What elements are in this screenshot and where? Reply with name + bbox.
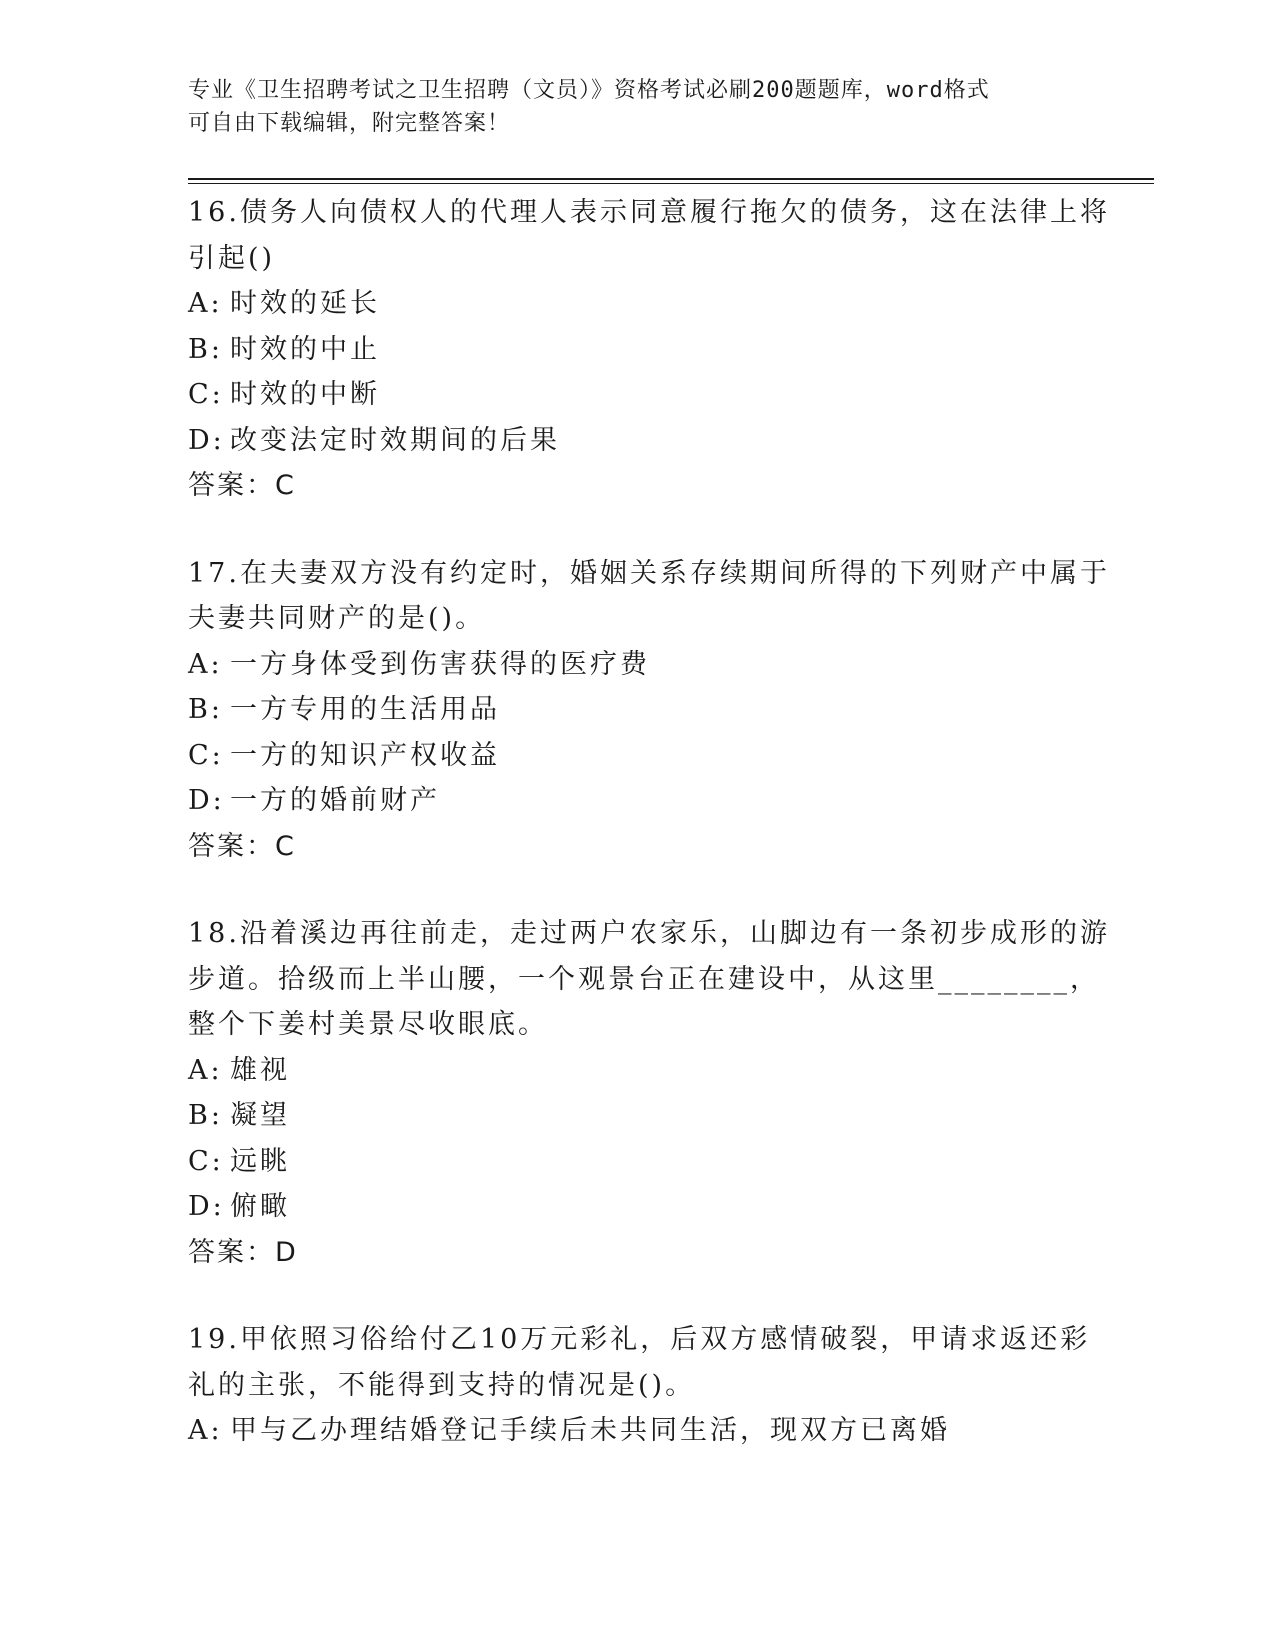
option-text: 远眺: [230, 1145, 290, 1177]
document-header: [188, 74, 1068, 140]
option-a: [188, 281, 1088, 327]
option-letter: A:: [188, 288, 223, 319]
option-text: 时效的中止: [230, 333, 380, 365]
question-stem-line: 16.债务人向债权人的代理人表示同意履行拖欠的债务，这在法律上将: [188, 197, 1110, 228]
option-letter: A:: [188, 1054, 223, 1086]
option-c: [188, 372, 1088, 418]
header-divider-thin: [188, 183, 1154, 184]
option-b: [188, 687, 1088, 733]
question-stem-line: 整个下姜村美景尽收眼底。: [188, 1009, 548, 1040]
option-c: [188, 733, 1088, 779]
option-letter: A:: [188, 1415, 223, 1446]
option-d: [188, 418, 1088, 464]
question-stem-line: 步道。拾级而上半山腰，一个观景台正在建设中，从这里________，: [188, 963, 1100, 995]
option-text: 一方的婚前财产: [230, 785, 440, 816]
option-text: 一方的知识产权收益: [230, 739, 500, 771]
option-text: 一方身体受到伤害获得的医疗费: [230, 648, 650, 680]
option-a: [188, 1408, 1088, 1454]
question-stem-line: 引起(): [188, 242, 276, 274]
option-letter: D:: [188, 424, 225, 456]
header-divider-thick: [188, 178, 1154, 180]
answer-label: 答案：C: [188, 470, 296, 501]
question-18: [188, 911, 1110, 1275]
option-a: [188, 1048, 1088, 1094]
option-text: 凝望: [230, 1100, 290, 1131]
option-text: 时效的中断: [230, 379, 380, 410]
header-line-1: 专业《卫生招聘考试之卫生招聘（文员）》资格考试必刷200题题库，word格式: [188, 78, 990, 103]
option-letter: C:: [188, 379, 224, 410]
option-letter: B:: [188, 1100, 223, 1131]
question-stem-line: 19.甲依照习俗给付乙10万元彩礼，后双方感情破裂，甲请求返还彩: [188, 1324, 1091, 1355]
answer-label: 答案：D: [188, 1236, 298, 1268]
option-b: [188, 327, 1088, 373]
option-letter: C:: [188, 739, 224, 771]
option-d: [188, 1184, 1088, 1230]
option-text: 甲与乙办理结婚登记手续后未共同生活，现双方已离婚: [230, 1415, 950, 1446]
question-stem-line: 夫妻共同财产的是()。: [188, 603, 486, 634]
answer-label: 答案：C: [188, 830, 296, 862]
question-list: [188, 190, 1110, 1496]
question-16: [188, 190, 1110, 509]
option-text: 一方专用的生活用品: [230, 694, 500, 725]
option-letter: D:: [188, 785, 225, 816]
option-letter: B:: [188, 694, 223, 725]
option-text: 改变法定时效期间的后果: [230, 424, 560, 456]
option-letter: D:: [188, 1191, 225, 1222]
question-stem-line: 17.在夫妻双方没有约定时，婚姻关系存续期间所得的下列财产中属于: [188, 557, 1110, 589]
option-letter: C:: [188, 1145, 224, 1177]
option-text: 时效的延长: [230, 288, 380, 319]
option-b: [188, 1093, 1088, 1139]
question-19: [188, 1317, 1091, 1454]
option-a: [188, 642, 1088, 688]
option-letter: B:: [188, 333, 223, 365]
header-line-2: 可自由下载编辑，附完整答案！: [188, 111, 511, 136]
option-text: 雄视: [230, 1054, 290, 1086]
question-stem-line: 18.沿着溪边再往前走，走过两户农家乐，山脚边有一条初步成形的游: [188, 918, 1110, 949]
option-letter: A:: [188, 648, 223, 680]
question-17: [188, 551, 1110, 870]
question-stem-line: 礼的主张，不能得到支持的情况是()。: [188, 1369, 696, 1401]
option-d: [188, 778, 1088, 824]
option-c: [188, 1139, 1088, 1185]
option-text: 俯瞰: [230, 1191, 290, 1222]
